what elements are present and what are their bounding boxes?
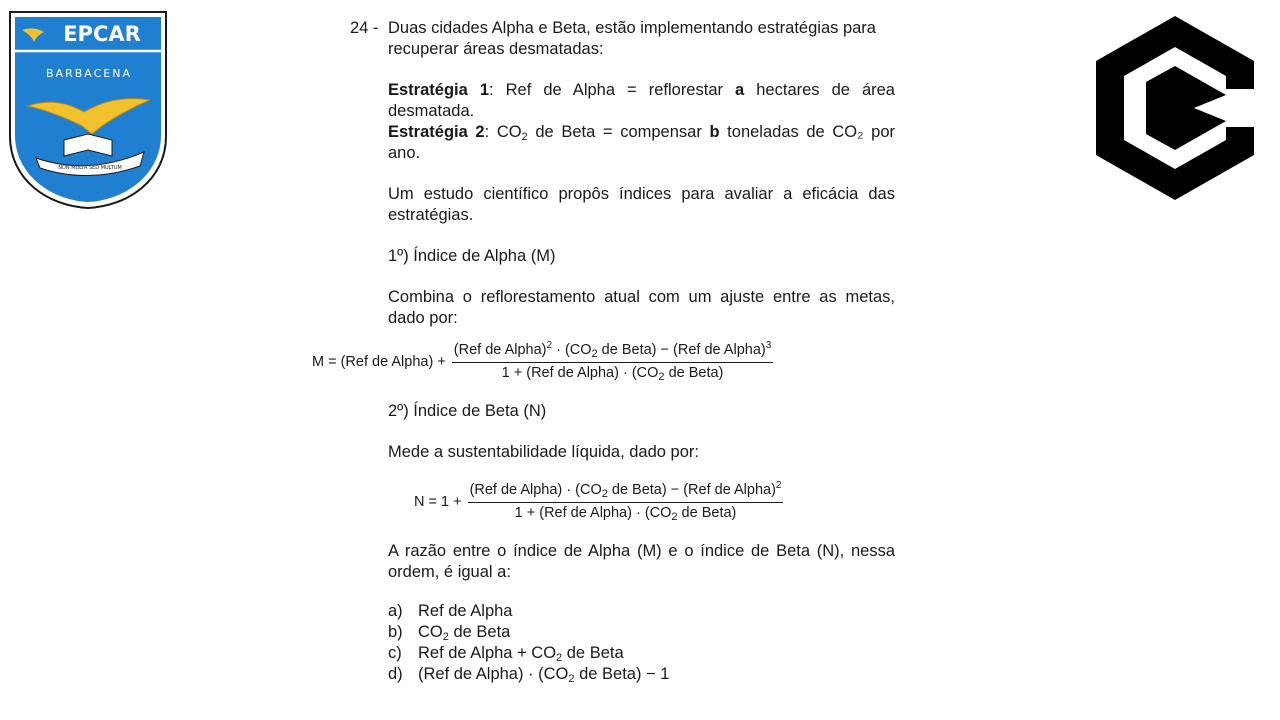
- formula-n-denominator: 1 + (Ref de Alpha) · ($CO_2$ de Beta): [514, 505, 737, 523]
- option-c-letter: c): [388, 644, 402, 662]
- strategy-1-text-end: hectares de área desmatada.: [388, 81, 895, 120]
- formula-m-numerator: (Ref de Alpha)$^2$ · ($CO_2$ de Beta) − (Ref de Alpha)$^3$: [452, 341, 773, 363]
- logo-city-text: BARBACENA: [46, 67, 132, 80]
- formula-n: [414, 481, 895, 523]
- study-paragraph: Um estudo científico propôs índices para avaliar a eficácia das estratégias.: [388, 185, 895, 224]
- option-b-text: $CO_2$ de Beta: [418, 623, 511, 643]
- formula-m-denominator: 1 + (Ref de Alpha) · ($CO_2$ de Beta): [501, 365, 724, 383]
- formula-m: [312, 341, 895, 383]
- strategy-2-label: Estratégia 2: [388, 123, 485, 141]
- index-2-title: 2º) Índice de Beta (N): [388, 402, 547, 420]
- option-d[interactable]: [388, 664, 895, 685]
- formula-n-numerator: (Ref de Alpha) · ($CO_2$ de Beta) − (Ref de Alpha)$^2$: [468, 481, 784, 503]
- strategy-2-mid: de Beta = compensar: [527, 123, 710, 141]
- question-intro: Duas cidades Alpha e Beta, estão implementando estratégias para recuperar áreas desmatadas:: [388, 19, 876, 58]
- question-number: 24 -: [350, 19, 379, 37]
- question-document: [312, 18, 896, 685]
- index-1-title: 1º) Índice de Alpha (M): [388, 247, 556, 265]
- formula-m-lhs: M = (Ref de Alpha) +: [312, 353, 446, 370]
- strategy-2-text: : CO: [484, 123, 522, 141]
- answer-options: [350, 601, 895, 685]
- option-d-letter: d): [388, 665, 403, 683]
- strategy-1-text: : Ref de Alpha = reflorestar: [489, 81, 736, 99]
- index-1-description: Combina o reflorestamento atual com um ajuste entre as metas, dado por:: [388, 288, 895, 327]
- index-2-description: Mede a sustentabilidade líquida, dado por:: [388, 443, 699, 461]
- formula-n-fraction: [468, 481, 784, 523]
- option-a-text: Ref de Alpha: [418, 602, 513, 620]
- ratio-question: A razão entre o índice de Alpha (M) e o índice de Beta (N), nessa ordem, é igual a:: [388, 542, 895, 581]
- formula-n-lhs: N = 1 +: [414, 493, 462, 510]
- option-c[interactable]: [388, 643, 895, 664]
- option-b-letter: b): [388, 623, 403, 641]
- option-a-letter: a): [388, 602, 403, 620]
- option-c-text: Ref de Alpha + $CO_2$ de Beta: [418, 644, 624, 664]
- epcar-logo: [4, 8, 172, 212]
- strategy-2-text-end: toneladas de CO₂ por ano.: [388, 123, 896, 162]
- formula-m-fraction: [452, 341, 773, 383]
- option-a[interactable]: [388, 601, 895, 622]
- strategy-1: [350, 80, 895, 122]
- strategy-1-label: Estratégia 1: [388, 81, 489, 99]
- option-d-text: (Ref de Alpha) · ($CO_2$ de Beta) − 1: [418, 665, 670, 685]
- strategy-2: [350, 122, 895, 164]
- strategy-2-var: b: [709, 123, 720, 141]
- strategy-2-sub: 2: [521, 131, 528, 143]
- question-header: [350, 18, 895, 60]
- logo-banner-text: EPCAR: [63, 22, 141, 46]
- option-b[interactable]: [388, 622, 895, 643]
- strategy-1-var: a: [735, 81, 745, 99]
- logo-motto-text: NON MULTA SED MULTUM: [58, 165, 122, 171]
- brand-logo: [1094, 14, 1256, 202]
